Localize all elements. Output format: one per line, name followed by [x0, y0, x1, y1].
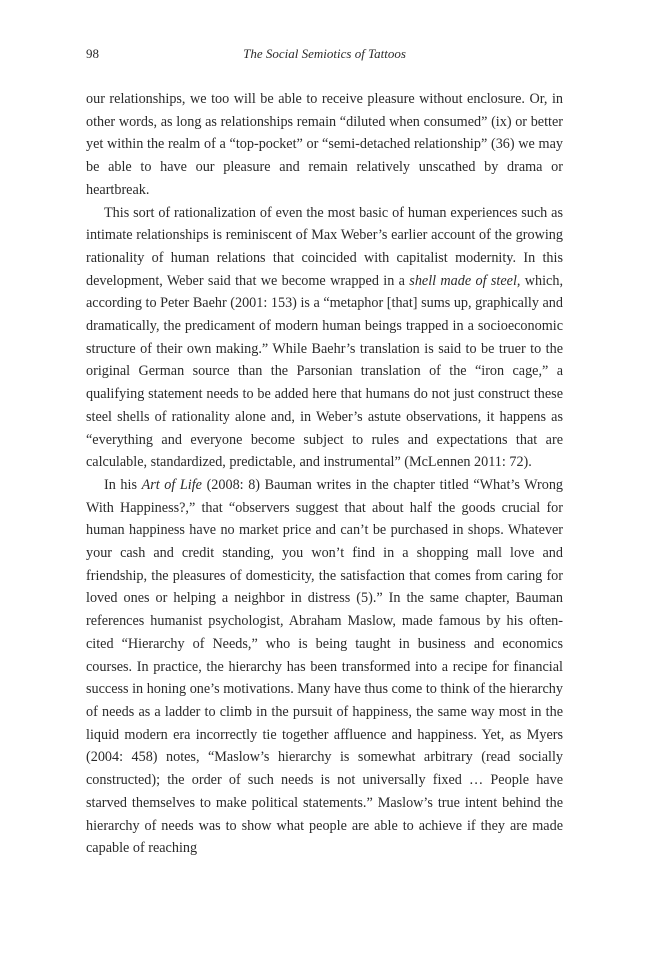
paragraph-2-text-before: This sort of rationalization of even the most basic of human experiences such as intimate relationships is reminiscent of Max Weber’s earlier account of the growing rationality of human relations that coincided with capitalist modernity. In this development, Weber said that we become wrapped in a [86, 204, 563, 289]
paragraph-3-text-before: In his [104, 476, 142, 493]
page-number: 98 [86, 46, 99, 61]
paragraph-2-text-after: , which, according to Peter Baehr (2001: 153) is a “metaphor [that] sums up, graphically and dramatically, the predicament of modern human beings trapped in a socioeconomic structure of their own making.” While Baehr’s translation is said to be truer to the original German source than the Parsonian translation of the “iron cage,” a qualifying statement needs to be added here that humans do not just construct these steel shells of rationality alone and, in Weber’s astute observations, it happens as “everything and everyone become subject to rules and expectations that are calculable, standardized, predictable, and instrumental” (McLennen 2011: 72). [86, 272, 563, 471]
paragraph-3 [86, 474, 563, 860]
paragraph-2-italic-term: shell made of steel [409, 272, 517, 289]
paragraph-1-text: our relationships, we too will be able to receive pleasure without enclosure. Or, in other words, as long as relationships remain “diluted when consumed” (ix) or better yet within the realm of a “top-pocket” or “semi-detached relationship” (36) we may be able to have our pleasure and remain relatively unscathed by drama or heartbreak. [86, 91, 563, 198]
body-text [86, 88, 563, 860]
paragraph-3-text-after: (2008: 8) Bauman writes in the chapter titled “What’s Wrong With Happiness?,” that “observers suggest that about half the goods crucial for human happiness have no market price and can’t be purchased in shops. Whatever your cash and credit standing, you won’t find in a shopping mall love and friendship, the pleasures of domesticity, the satisfaction that comes from caring for loved ones or helping a neighbor in distress (5).” In the same chapter, Bauman references humanist psychologist, Abraham Maslow, made famous by his often-cited “Hierarchy of Needs,” who is being taught in business and economics courses. In practice, the hierarchy has been transformed into a recipe for financial success in honing one’s motivations. Many have thus come to think of the hierarchy of needs as a ladder to climb in the pursuit of happiness, the same way most in the liquid modern era incorrectly tie together affluence and happiness. Yet, as Myers (2004: 458) notes, “Maslow’s hierarchy is somewhat arbitrary (read socially constructed); the order of such needs is not universally fixed … People have starved themselves to make political statements.” Maslow’s true intent behind the hierarchy of needs was to show what people are able to achieve if they are made capable of reaching [86, 476, 564, 857]
running-header [86, 46, 563, 64]
running-title: The Social Semiotics of Tattoos [243, 46, 406, 61]
paragraph-2 [86, 202, 563, 474]
paragraph-1 [86, 88, 563, 202]
paragraph-3-book-title: Art of Life [141, 476, 202, 493]
